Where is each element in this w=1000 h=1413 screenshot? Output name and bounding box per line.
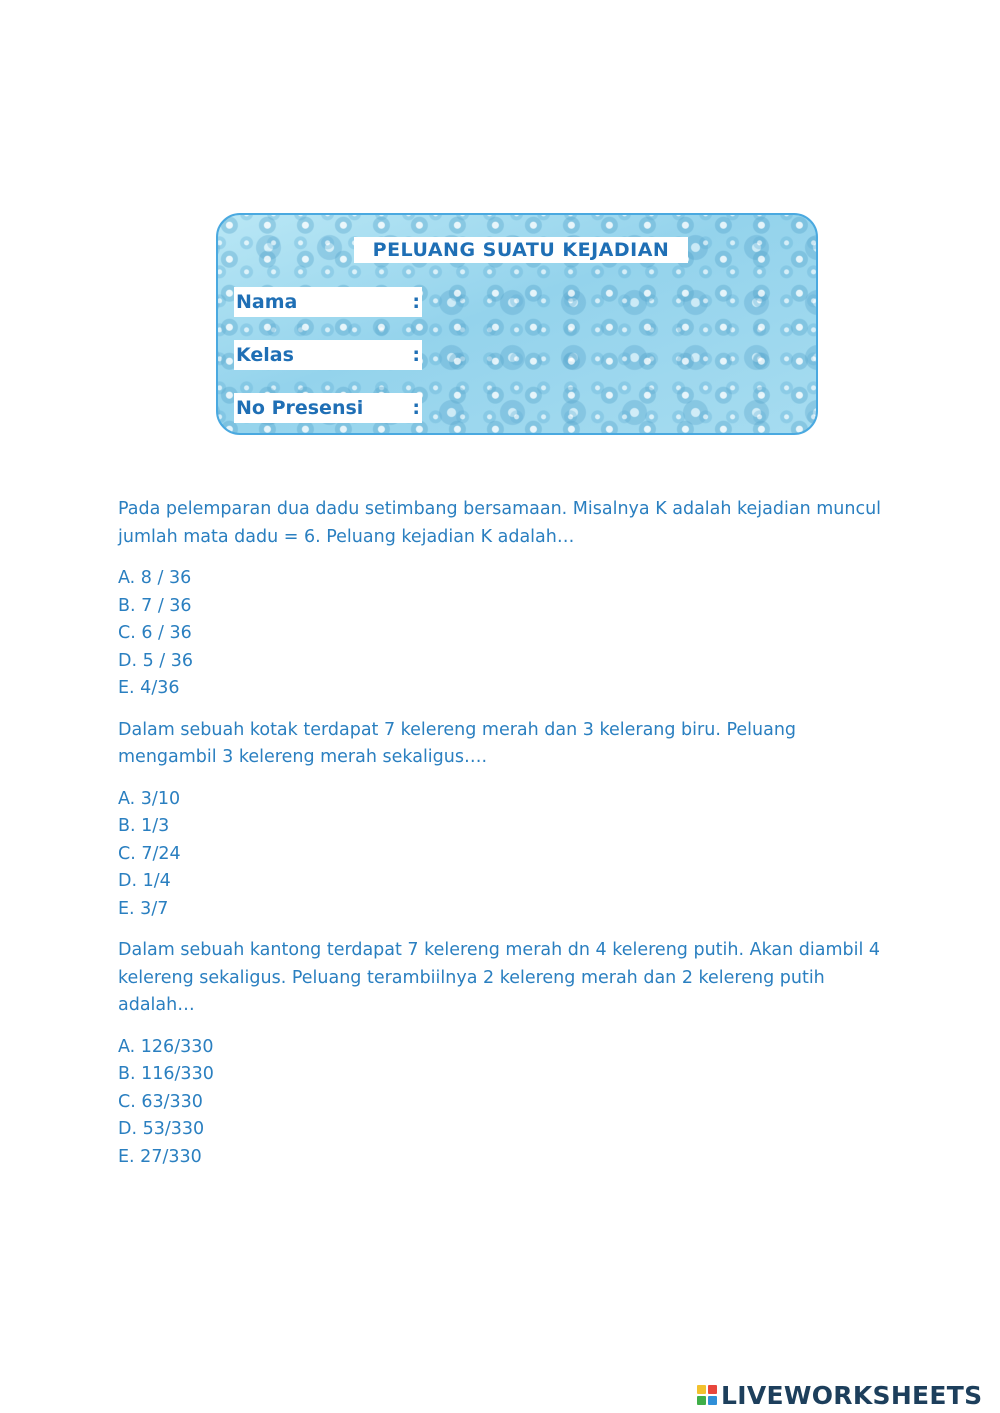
field-kelas-colon: : bbox=[412, 344, 420, 366]
question-2-option-b: B. 1/3 bbox=[118, 816, 170, 836]
field-no-presensi bbox=[234, 393, 422, 423]
worksheet-header bbox=[216, 213, 818, 435]
question-list bbox=[118, 496, 898, 1185]
brand-name: LIVEWORKSHEETS bbox=[721, 1380, 983, 1410]
logo-square-3 bbox=[697, 1396, 706, 1405]
question-2-option-a: A. 3/10 bbox=[118, 788, 181, 809]
question-3-option-b: B. 116/330 bbox=[118, 1064, 214, 1084]
worksheet-title: PELUANG SUATU KEJADIAN bbox=[354, 237, 688, 263]
logo-square-1 bbox=[697, 1385, 706, 1394]
question-1-option-c: C. 6 / 36 bbox=[118, 623, 192, 643]
field-nama-colon: : bbox=[412, 291, 420, 313]
logo-square-2 bbox=[708, 1385, 717, 1394]
field-kelas-label: Kelas bbox=[236, 344, 294, 366]
field-nama bbox=[234, 287, 422, 317]
question-1-options bbox=[118, 565, 898, 703]
question-2-option-c: C. 7/24 bbox=[118, 843, 181, 864]
question-1-option-a: A. 8 / 36 bbox=[118, 568, 192, 588]
field-no-presensi-label: No Presensi bbox=[236, 397, 364, 419]
question-3-options bbox=[118, 1034, 898, 1172]
field-nama-label: Nama bbox=[236, 291, 298, 313]
question-1-option-d: D. 5 / 36 bbox=[118, 650, 194, 671]
question-3-text: Dalam sebuah kantong terdapat 7 kelereng merah dn 4 kelereng putih. Akan diambil 4 kelereng sekaligus. Peluang terambiilnya 2 kelereng merah dan 2 kelereng putih adalah… bbox=[118, 940, 881, 1015]
field-kelas bbox=[234, 340, 422, 370]
question-2-option-d: D. 1/4 bbox=[118, 871, 171, 891]
question-3-option-c: C. 63/330 bbox=[118, 1091, 203, 1112]
question-3-option-e: E. 27/330 bbox=[118, 1146, 202, 1167]
field-no-presensi-colon: : bbox=[412, 397, 420, 419]
question-1-option-b: B. 7 / 36 bbox=[118, 595, 192, 616]
question-1-text: Pada pelemparan dua dadu setimbang bersamaan. Misalnya K adalah kejadian muncul jumlah mata dadu = 6. Peluang kejadian K adalah… bbox=[118, 499, 882, 547]
question-2-text: Dalam sebuah kotak terdapat 7 kelereng merah dan 3 kelerang biru. Peluang mengambil 3 kelereng merah sekaligus…. bbox=[118, 719, 797, 767]
question-2-option-e: E. 3/7 bbox=[118, 898, 169, 919]
question-1-option-e: E. 4/36 bbox=[118, 678, 180, 698]
question-2-options bbox=[118, 786, 898, 924]
liveworksheets-logo-icon bbox=[697, 1385, 717, 1405]
question-3-option-a: A. 126/330 bbox=[118, 1036, 214, 1057]
question-3-option-d: D. 53/330 bbox=[118, 1119, 205, 1139]
liveworksheets-brand bbox=[697, 1378, 982, 1412]
logo-square-4 bbox=[708, 1396, 717, 1405]
